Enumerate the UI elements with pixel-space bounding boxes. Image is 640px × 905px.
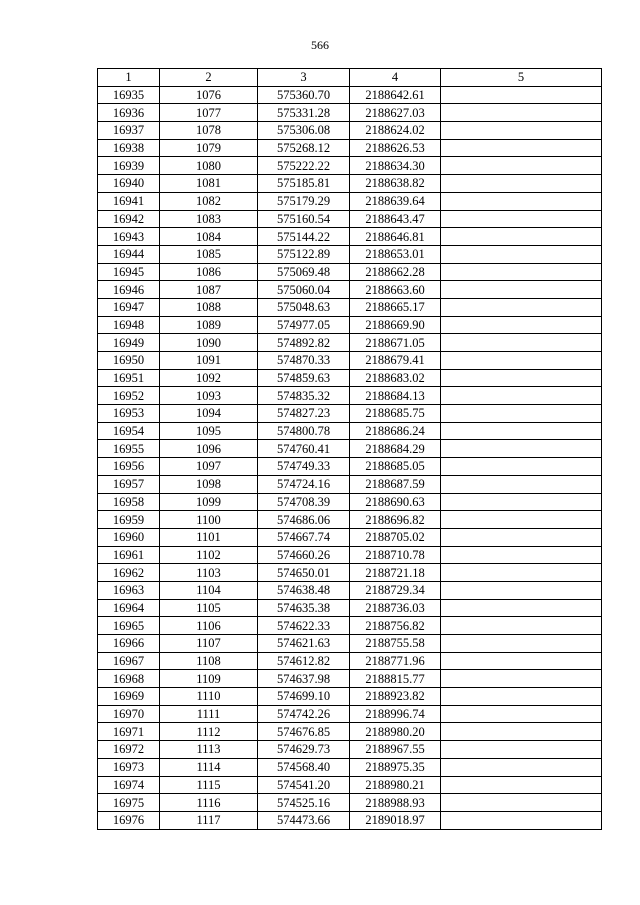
table-cell-col-3: 574676.85 xyxy=(258,723,350,741)
table-cell-col-2: 1095 xyxy=(160,422,258,440)
table-cell-col-2: 1082 xyxy=(160,192,258,210)
table-cell-col-3: 574742.26 xyxy=(258,705,350,723)
table-cell-col-1: 16974 xyxy=(98,776,160,794)
table-cell-col-2: 1101 xyxy=(160,528,258,546)
table-cell-col-4: 2188690.63 xyxy=(350,493,441,511)
table-cell-col-3: 574622.33 xyxy=(258,617,350,635)
table-cell-col-1: 16952 xyxy=(98,387,160,405)
table-cell-col-1: 16966 xyxy=(98,635,160,653)
table-cell-col-3: 575122.89 xyxy=(258,245,350,263)
table-row xyxy=(98,546,602,564)
table-row xyxy=(98,741,602,759)
table-cell-col-5 xyxy=(441,458,602,476)
table-cell-col-1: 16975 xyxy=(98,794,160,812)
table-row xyxy=(98,458,602,476)
table-cell-col-3: 575331.28 xyxy=(258,104,350,122)
table-cell-col-3: 575060.04 xyxy=(258,281,350,299)
table-cell-col-2: 1117 xyxy=(160,811,258,829)
page-number: 566 xyxy=(311,38,329,52)
table-row xyxy=(98,811,602,829)
table-cell-col-2: 1109 xyxy=(160,670,258,688)
table-cell-col-3: 575144.22 xyxy=(258,228,350,246)
table-cell-col-4: 2188967.55 xyxy=(350,741,441,759)
table-cell-col-2: 1091 xyxy=(160,352,258,370)
table-cell-col-3: 574977.05 xyxy=(258,316,350,334)
table-cell-col-1: 16946 xyxy=(98,281,160,299)
table-cell-col-5 xyxy=(441,511,602,529)
table-cell-col-1: 16935 xyxy=(98,86,160,104)
table-row xyxy=(98,175,602,193)
table-cell-col-3: 574859.63 xyxy=(258,369,350,387)
table-cell-col-1: 16942 xyxy=(98,210,160,228)
table-cell-col-1: 16950 xyxy=(98,352,160,370)
table-cell-col-4: 2188684.29 xyxy=(350,440,441,458)
table-cell-col-1: 16937 xyxy=(98,122,160,140)
table-cell-col-5 xyxy=(441,493,602,511)
table-cell-col-1: 16964 xyxy=(98,599,160,617)
coordinates-table xyxy=(97,68,602,830)
table-cell-col-2: 1084 xyxy=(160,228,258,246)
table-cell-col-3: 575179.29 xyxy=(258,192,350,210)
table-row xyxy=(98,422,602,440)
table-cell-col-2: 1097 xyxy=(160,458,258,476)
table-cell-col-1: 16970 xyxy=(98,705,160,723)
table-cell-col-4: 2188755.58 xyxy=(350,635,441,653)
table-cell-col-2: 1088 xyxy=(160,298,258,316)
table-cell-col-1: 16943 xyxy=(98,228,160,246)
table-cell-col-2: 1090 xyxy=(160,334,258,352)
table-cell-col-5 xyxy=(441,705,602,723)
table-cell-col-5 xyxy=(441,670,602,688)
table-cell-col-1: 16941 xyxy=(98,192,160,210)
table-cell-col-4: 2188729.34 xyxy=(350,581,441,599)
table-cell-col-2: 1076 xyxy=(160,86,258,104)
table-cell-col-5 xyxy=(441,175,602,193)
table-cell-col-1: 16973 xyxy=(98,758,160,776)
table-cell-col-2: 1087 xyxy=(160,281,258,299)
table-row xyxy=(98,387,602,405)
table-row xyxy=(98,405,602,423)
table-cell-col-2: 1115 xyxy=(160,776,258,794)
table-cell-col-3: 574637.98 xyxy=(258,670,350,688)
table-cell-col-3: 574870.33 xyxy=(258,352,350,370)
table-cell-col-3: 574708.39 xyxy=(258,493,350,511)
table-cell-col-3: 574724.16 xyxy=(258,475,350,493)
table-cell-col-2: 1078 xyxy=(160,122,258,140)
table-cell-col-1: 16960 xyxy=(98,528,160,546)
table-cell-col-3: 574629.73 xyxy=(258,741,350,759)
table-cell-col-2: 1080 xyxy=(160,157,258,175)
table-cell-col-5 xyxy=(441,369,602,387)
table-cell-col-4: 2188642.61 xyxy=(350,86,441,104)
table-cell-col-5 xyxy=(441,245,602,263)
table-cell-col-1: 16936 xyxy=(98,104,160,122)
column-header-5: 5 xyxy=(441,69,602,87)
table-cell-col-3: 574621.63 xyxy=(258,635,350,653)
table-cell-col-5 xyxy=(441,564,602,582)
table-cell-col-4: 2188638.82 xyxy=(350,175,441,193)
table-cell-col-1: 16957 xyxy=(98,475,160,493)
table-cell-col-4: 2188679.41 xyxy=(350,352,441,370)
table-row xyxy=(98,157,602,175)
table-row xyxy=(98,139,602,157)
table-row xyxy=(98,369,602,387)
table-cell-col-4: 2188988.93 xyxy=(350,794,441,812)
table-cell-col-2: 1102 xyxy=(160,546,258,564)
table-cell-col-2: 1113 xyxy=(160,741,258,759)
table-cell-col-5 xyxy=(441,210,602,228)
table-cell-col-1: 16938 xyxy=(98,139,160,157)
table-row xyxy=(98,192,602,210)
table-row xyxy=(98,688,602,706)
table-cell-col-5 xyxy=(441,104,602,122)
table-cell-col-2: 1098 xyxy=(160,475,258,493)
table-row xyxy=(98,599,602,617)
table-cell-col-2: 1105 xyxy=(160,599,258,617)
table-cell-col-2: 1106 xyxy=(160,617,258,635)
table-cell-col-3: 574800.78 xyxy=(258,422,350,440)
table-row xyxy=(98,635,602,653)
table-cell-col-1: 16969 xyxy=(98,688,160,706)
table-cell-col-4: 2188627.03 xyxy=(350,104,441,122)
table-cell-col-3: 574650.01 xyxy=(258,564,350,582)
table-row xyxy=(98,493,602,511)
table-cell-col-2: 1103 xyxy=(160,564,258,582)
table-cell-col-4: 2188643.47 xyxy=(350,210,441,228)
table-cell-col-3: 574749.33 xyxy=(258,458,350,476)
table-cell-col-4: 2188685.75 xyxy=(350,405,441,423)
table-row xyxy=(98,758,602,776)
table-cell-col-4: 2188815.77 xyxy=(350,670,441,688)
table-cell-col-5 xyxy=(441,298,602,316)
table-cell-col-4: 2188687.59 xyxy=(350,475,441,493)
table-row xyxy=(98,210,602,228)
table-cell-col-5 xyxy=(441,652,602,670)
table-cell-col-1: 16953 xyxy=(98,405,160,423)
table-cell-col-2: 1099 xyxy=(160,493,258,511)
table-cell-col-4: 2188684.13 xyxy=(350,387,441,405)
table-cell-col-4: 2188634.30 xyxy=(350,157,441,175)
table-row xyxy=(98,334,602,352)
table-cell-col-4: 2188626.53 xyxy=(350,139,441,157)
table-cell-col-2: 1077 xyxy=(160,104,258,122)
table-cell-col-3: 575268.12 xyxy=(258,139,350,157)
table-cell-col-4: 2188975.35 xyxy=(350,758,441,776)
table-cell-col-5 xyxy=(441,546,602,564)
table-cell-col-3: 574760.41 xyxy=(258,440,350,458)
table-cell-col-2: 1100 xyxy=(160,511,258,529)
table-cell-col-4: 2188923.82 xyxy=(350,688,441,706)
table-cell-col-1: 16976 xyxy=(98,811,160,829)
table-cell-col-1: 16959 xyxy=(98,511,160,529)
table-cell-col-4: 2188669.90 xyxy=(350,316,441,334)
table-cell-col-5 xyxy=(441,617,602,635)
table-cell-col-1: 16948 xyxy=(98,316,160,334)
table-cell-col-5 xyxy=(441,281,602,299)
table-row xyxy=(98,263,602,281)
table-cell-col-4: 2188685.05 xyxy=(350,458,441,476)
table-row xyxy=(98,316,602,334)
column-header-1: 1 xyxy=(98,69,160,87)
table-cell-col-3: 575160.54 xyxy=(258,210,350,228)
table-cell-col-3: 574686.06 xyxy=(258,511,350,529)
table-cell-col-5 xyxy=(441,581,602,599)
table-cell-col-3: 574635.38 xyxy=(258,599,350,617)
table-row xyxy=(98,723,602,741)
table-cell-col-5 xyxy=(441,688,602,706)
table-cell-col-3: 575306.08 xyxy=(258,122,350,140)
table-cell-col-4: 2188653.01 xyxy=(350,245,441,263)
table-row xyxy=(98,794,602,812)
table-cell-col-5 xyxy=(441,794,602,812)
table-cell-col-5 xyxy=(441,758,602,776)
table-cell-col-4: 2188686.24 xyxy=(350,422,441,440)
table-row xyxy=(98,245,602,263)
table-cell-col-3: 574541.20 xyxy=(258,776,350,794)
table-cell-col-3: 574667.74 xyxy=(258,528,350,546)
table-cell-col-5 xyxy=(441,157,602,175)
table-cell-col-5 xyxy=(441,263,602,281)
table-cell-col-4: 2188696.82 xyxy=(350,511,441,529)
table-cell-col-4: 2188683.02 xyxy=(350,369,441,387)
table-cell-col-2: 1079 xyxy=(160,139,258,157)
column-header-2: 2 xyxy=(160,69,258,87)
table-cell-col-4: 2188662.28 xyxy=(350,263,441,281)
table-cell-col-4: 2188980.20 xyxy=(350,723,441,741)
table-cell-col-3: 574699.10 xyxy=(258,688,350,706)
table-cell-col-1: 16940 xyxy=(98,175,160,193)
table-body xyxy=(98,86,602,829)
table-cell-col-5 xyxy=(441,228,602,246)
table-cell-col-5 xyxy=(441,192,602,210)
table-cell-col-2: 1116 xyxy=(160,794,258,812)
table-cell-col-5 xyxy=(441,635,602,653)
table-cell-col-5 xyxy=(441,811,602,829)
table-row xyxy=(98,652,602,670)
table-row xyxy=(98,352,602,370)
table-cell-col-2: 1114 xyxy=(160,758,258,776)
table-cell-col-2: 1085 xyxy=(160,245,258,263)
table-cell-col-4: 2188996.74 xyxy=(350,705,441,723)
table-row xyxy=(98,581,602,599)
table-cell-col-5 xyxy=(441,776,602,794)
table-cell-col-3: 575222.22 xyxy=(258,157,350,175)
table-cell-col-2: 1089 xyxy=(160,316,258,334)
table-cell-col-5 xyxy=(441,475,602,493)
table-cell-col-3: 574835.32 xyxy=(258,387,350,405)
table-cell-col-1: 16951 xyxy=(98,369,160,387)
table-cell-col-3: 575360.70 xyxy=(258,86,350,104)
table-cell-col-5 xyxy=(441,599,602,617)
table-cell-col-2: 1083 xyxy=(160,210,258,228)
table-cell-col-4: 2188756.82 xyxy=(350,617,441,635)
table-cell-col-4: 2188980.21 xyxy=(350,776,441,794)
table-row xyxy=(98,617,602,635)
table-cell-col-3: 574473.66 xyxy=(258,811,350,829)
table-row xyxy=(98,298,602,316)
table-cell-col-3: 574827.23 xyxy=(258,405,350,423)
table-cell-col-5 xyxy=(441,387,602,405)
table-row xyxy=(98,776,602,794)
table-cell-col-1: 16939 xyxy=(98,157,160,175)
table-cell-col-1: 16961 xyxy=(98,546,160,564)
table-cell-col-5 xyxy=(441,352,602,370)
table-cell-col-4: 2188639.64 xyxy=(350,192,441,210)
table-cell-col-5 xyxy=(441,122,602,140)
table-cell-col-1: 16945 xyxy=(98,263,160,281)
table-cell-col-5 xyxy=(441,405,602,423)
table-row xyxy=(98,705,602,723)
table-cell-col-5 xyxy=(441,86,602,104)
table-cell-col-1: 16949 xyxy=(98,334,160,352)
table-cell-col-5 xyxy=(441,316,602,334)
table-cell-col-1: 16954 xyxy=(98,422,160,440)
table-cell-col-2: 1086 xyxy=(160,263,258,281)
table-cell-col-3: 574568.40 xyxy=(258,758,350,776)
table-cell-col-5 xyxy=(441,528,602,546)
table-cell-col-2: 1112 xyxy=(160,723,258,741)
table-cell-col-1: 16965 xyxy=(98,617,160,635)
table-cell-col-4: 2188646.81 xyxy=(350,228,441,246)
table-cell-col-4: 2188771.96 xyxy=(350,652,441,670)
table-cell-col-4: 2188721.18 xyxy=(350,564,441,582)
table-cell-col-4: 2189018.97 xyxy=(350,811,441,829)
table-cell-col-1: 16958 xyxy=(98,493,160,511)
table-cell-col-3: 575185.81 xyxy=(258,175,350,193)
table-cell-col-1: 16944 xyxy=(98,245,160,263)
table-cell-col-4: 2188705.02 xyxy=(350,528,441,546)
table-cell-col-5 xyxy=(441,334,602,352)
table-cell-col-2: 1107 xyxy=(160,635,258,653)
table-cell-col-4: 2188736.03 xyxy=(350,599,441,617)
table-cell-col-1: 16955 xyxy=(98,440,160,458)
table-cell-col-3: 574612.82 xyxy=(258,652,350,670)
table-cell-col-5 xyxy=(441,422,602,440)
table-cell-col-2: 1092 xyxy=(160,369,258,387)
table-row xyxy=(98,281,602,299)
table-cell-col-4: 2188710.78 xyxy=(350,546,441,564)
table-cell-col-2: 1093 xyxy=(160,387,258,405)
table-row xyxy=(98,564,602,582)
table-cell-col-1: 16956 xyxy=(98,458,160,476)
table-cell-col-5 xyxy=(441,723,602,741)
column-header-4: 4 xyxy=(350,69,441,87)
table-row xyxy=(98,228,602,246)
table-cell-col-3: 574660.26 xyxy=(258,546,350,564)
table-cell-col-3: 574892.82 xyxy=(258,334,350,352)
table-row xyxy=(98,528,602,546)
table-row xyxy=(98,86,602,104)
column-header-3: 3 xyxy=(258,69,350,87)
table-cell-col-2: 1111 xyxy=(160,705,258,723)
table-cell-col-2: 1108 xyxy=(160,652,258,670)
table-cell-col-4: 2188663.60 xyxy=(350,281,441,299)
table-cell-col-5 xyxy=(441,139,602,157)
table-cell-col-5 xyxy=(441,741,602,759)
table-cell-col-4: 2188624.02 xyxy=(350,122,441,140)
table-cell-col-1: 16963 xyxy=(98,581,160,599)
table-cell-col-4: 2188665.17 xyxy=(350,298,441,316)
table-cell-col-2: 1096 xyxy=(160,440,258,458)
table-cell-col-3: 574525.16 xyxy=(258,794,350,812)
table-header-row xyxy=(98,69,602,87)
table-cell-col-2: 1081 xyxy=(160,175,258,193)
table-cell-col-1: 16947 xyxy=(98,298,160,316)
table-cell-col-1: 16968 xyxy=(98,670,160,688)
table-cell-col-1: 16971 xyxy=(98,723,160,741)
table-cell-col-1: 16972 xyxy=(98,741,160,759)
table-row xyxy=(98,122,602,140)
table-row xyxy=(98,670,602,688)
table-row xyxy=(98,475,602,493)
table-row xyxy=(98,104,602,122)
table-cell-col-2: 1094 xyxy=(160,405,258,423)
table-row xyxy=(98,440,602,458)
table-cell-col-3: 575048.63 xyxy=(258,298,350,316)
table-cell-col-3: 574638.48 xyxy=(258,581,350,599)
table-cell-col-5 xyxy=(441,440,602,458)
table-cell-col-1: 16962 xyxy=(98,564,160,582)
table-cell-col-3: 575069.48 xyxy=(258,263,350,281)
table-cell-col-2: 1104 xyxy=(160,581,258,599)
table-cell-col-2: 1110 xyxy=(160,688,258,706)
table-cell-col-4: 2188671.05 xyxy=(350,334,441,352)
table-row xyxy=(98,511,602,529)
table-cell-col-1: 16967 xyxy=(98,652,160,670)
